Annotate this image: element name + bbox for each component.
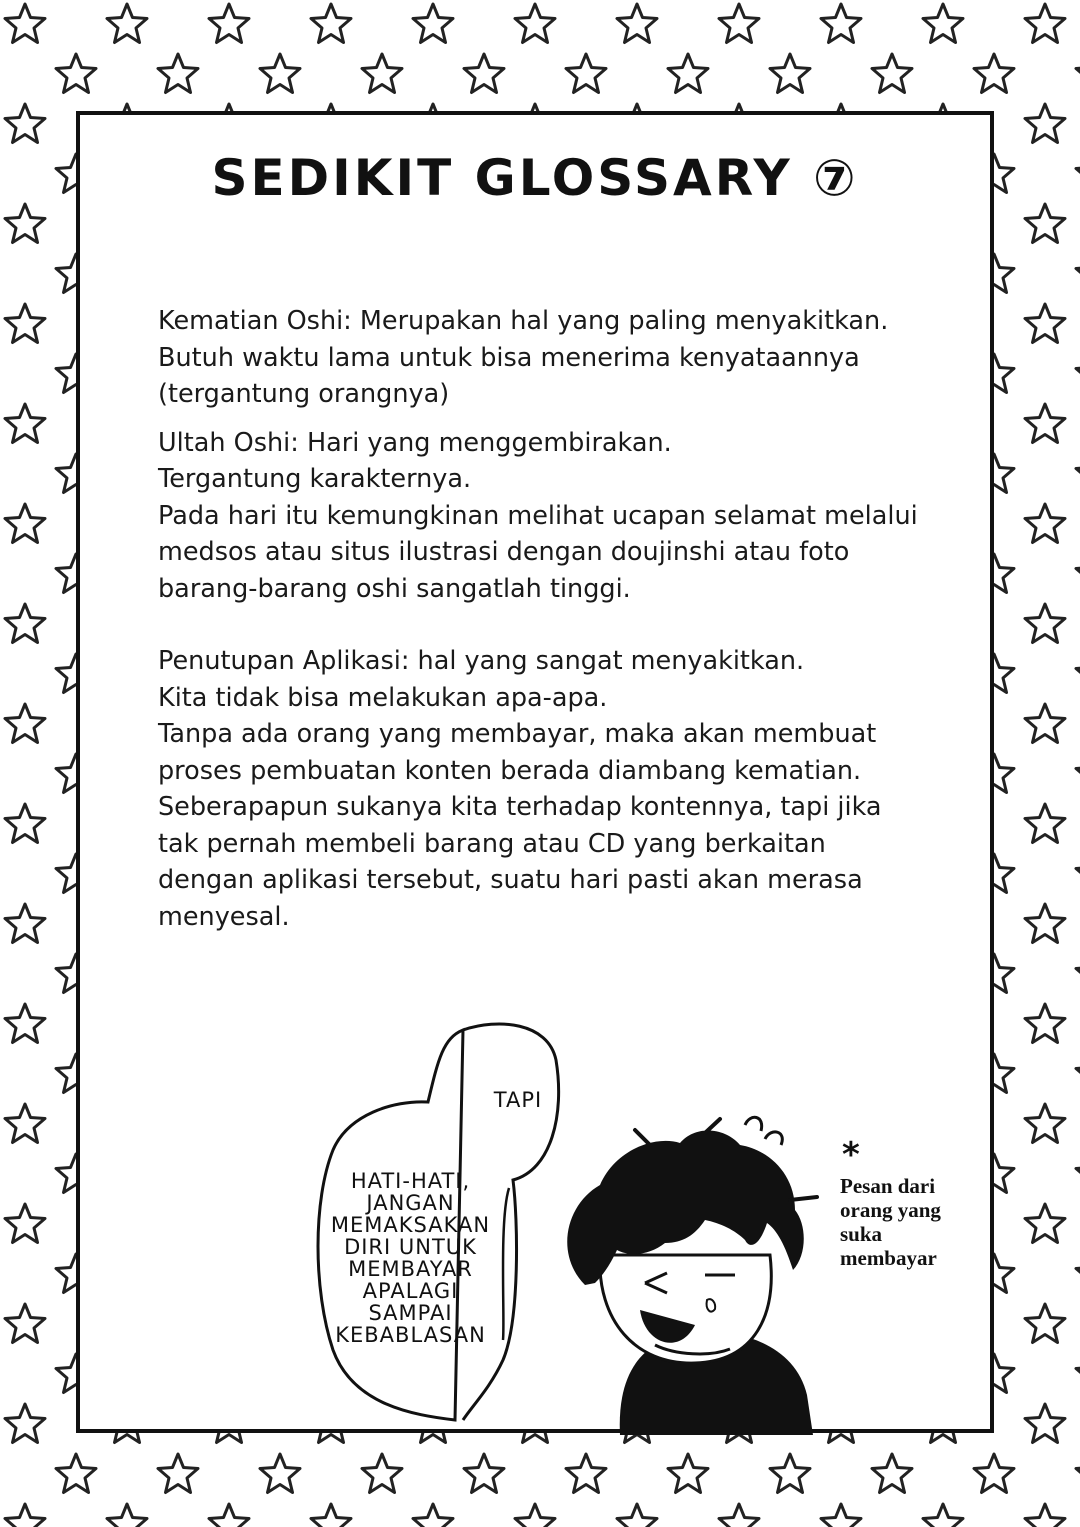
side-note-line: suka — [840, 1222, 883, 1246]
page-title: SEDIKIT GLOSSARY ⑦ — [211, 149, 859, 207]
bubble-line: DIRI UNTUK — [344, 1235, 477, 1259]
glossary-entries — [158, 303, 978, 935]
glossary-entry-kematian-oshi — [158, 303, 978, 413]
entry-line: medsos atau situs ilustrasi dengan doujinshi atau foto — [158, 537, 850, 567]
side-note-line: membayar — [840, 1246, 937, 1270]
entry-line: Kita tidak bisa melakukan apa-apa. — [158, 682, 608, 713]
entry-line: Penutupan Aplikasi: hal yang sangat menyakitkan. — [158, 646, 805, 676]
side-note-line: orang yang — [840, 1198, 941, 1222]
entry-line: Tanpa ada orang yang membayar, maka akan membuat — [158, 719, 877, 749]
bubble-line: MEMAKSAKAN — [330, 1213, 491, 1237]
entry-line: Tergantung karakternya. — [158, 464, 472, 494]
entry-line: Seberapapun sukanya kita terhadap kontennya, tapi jika — [158, 792, 882, 822]
speech-bubble — [313, 1020, 573, 1425]
glossary-entry-ultah-oshi — [158, 425, 978, 608]
bubble-line: APALAGI — [362, 1279, 459, 1303]
entry-line: Ultah Oshi: Hari yang menggembirakan. — [158, 427, 672, 458]
asterisk-icon: * — [842, 1135, 860, 1175]
entry-line: barang-barang oshi sangatlah tinggi. — [158, 573, 631, 604]
entry-line: tak pernah membeli barang atau CD yang berkaitan — [158, 828, 826, 859]
entry-line: dengan aplikasi tersebut, suatu hari pasti akan merasa — [158, 865, 863, 895]
entry-line: Pada hari itu kemungkinan melihat ucapan selamat melalui — [158, 500, 918, 531]
bubble-line: SAMPAI — [368, 1301, 453, 1325]
side-note-text — [840, 1174, 980, 1270]
bubble-lead-text: TAPI — [493, 1088, 543, 1112]
glossary-entry-penutupan-aplikasi — [158, 643, 978, 935]
bubble-line: KEBABLASAN — [335, 1323, 486, 1347]
side-note-line: Pesan dari — [840, 1174, 936, 1198]
chibi-character-illustration — [545, 1105, 820, 1435]
bubble-line: HATI-HATI, — [350, 1169, 471, 1193]
entry-line: Kematian Oshi: Merupakan hal yang paling menyakitkan. — [158, 306, 889, 336]
entry-line: Butuh waktu lama untuk bisa menerima kenyataannya — [158, 342, 860, 373]
bubble-line: JANGAN — [366, 1191, 455, 1215]
side-note — [840, 1135, 980, 1270]
entry-line: (tergantung orangnya) — [158, 379, 450, 409]
bubble-line: MEMBAYAR — [348, 1257, 473, 1281]
entry-line: menyesal. — [158, 901, 290, 932]
entry-line: proses pembuatan konten berada diambang kematian. — [158, 755, 862, 786]
bubble-main-text — [313, 1170, 508, 1346]
